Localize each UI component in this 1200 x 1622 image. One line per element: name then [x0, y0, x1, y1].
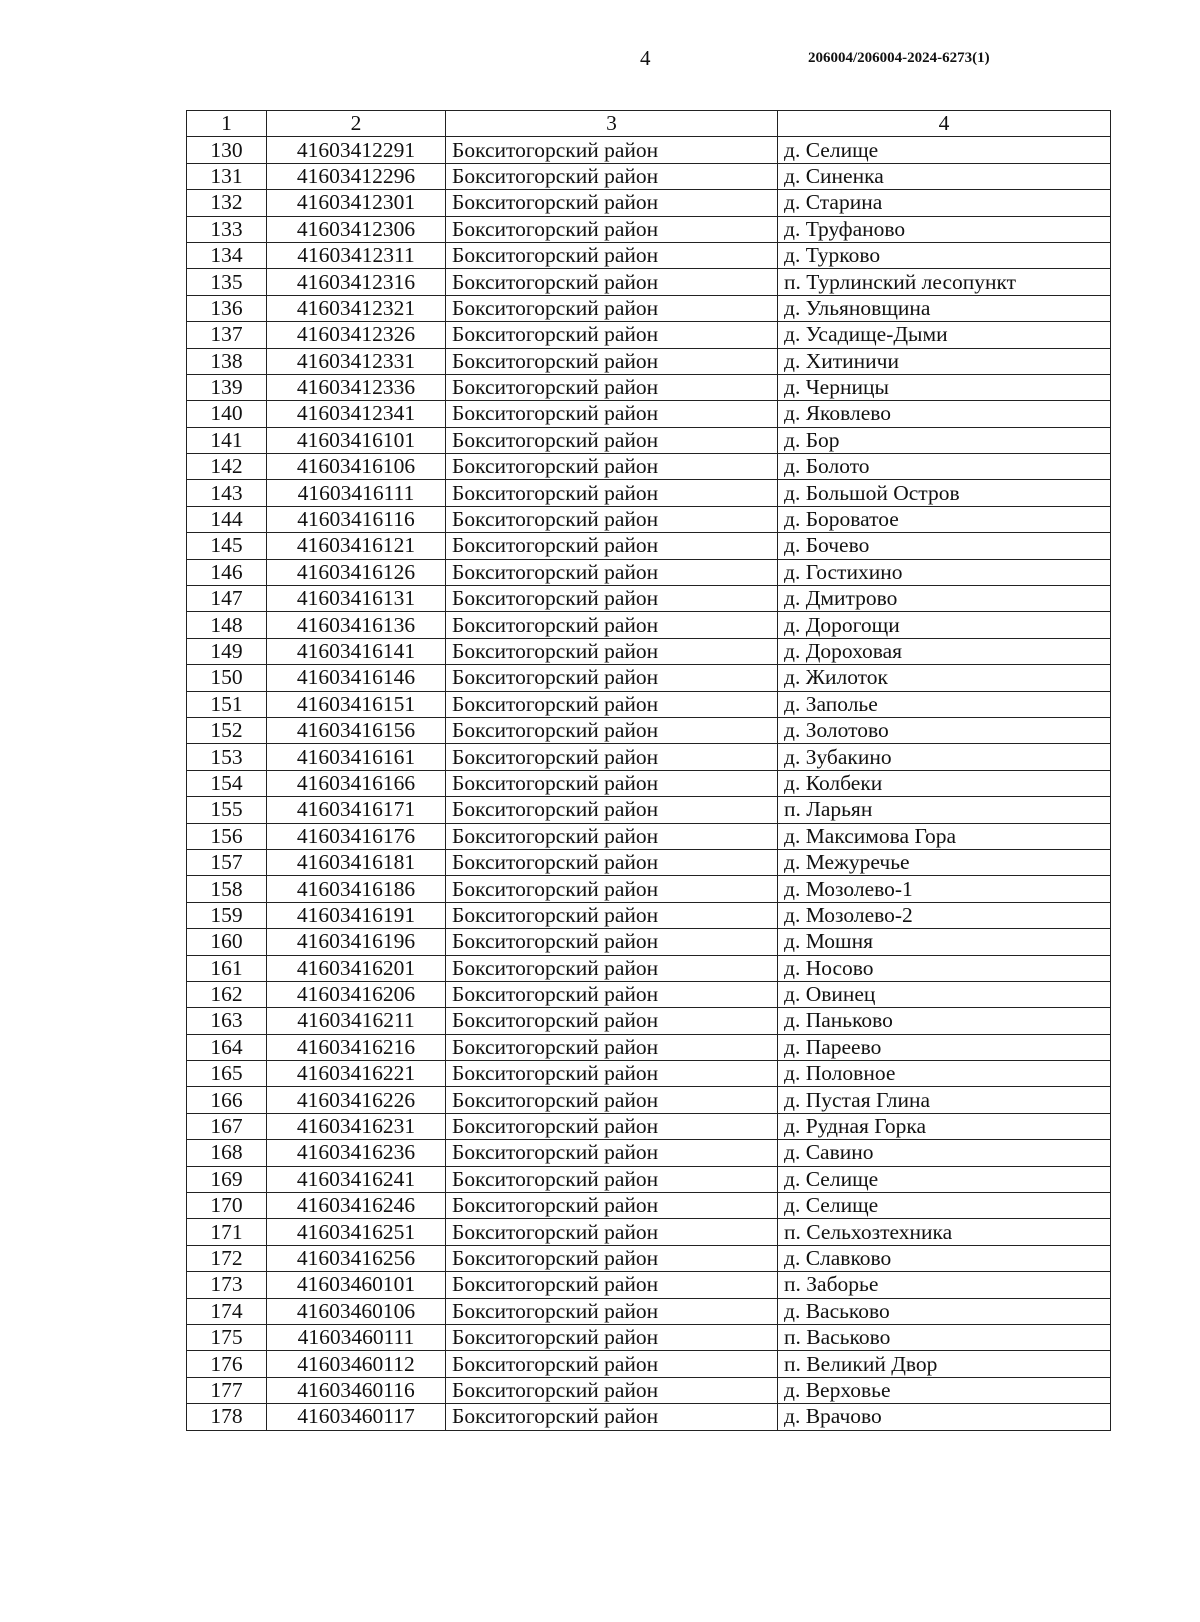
table-row	[187, 137, 1111, 163]
code-cell: 41603416151	[267, 691, 446, 717]
row-number-cell: 175	[187, 1324, 267, 1350]
code-cell: 41603416206	[267, 981, 446, 1007]
code-cell: 41603416126	[267, 559, 446, 585]
region-cell: Бокситогорский район	[446, 797, 778, 823]
code-cell: 41603416156	[267, 717, 446, 743]
code-cell: 41603416216	[267, 1034, 446, 1060]
region-cell: Бокситогорский район	[446, 190, 778, 216]
table-row	[187, 929, 1111, 955]
code-cell: 41603412331	[267, 348, 446, 374]
region-cell: Бокситогорский район	[446, 955, 778, 981]
region-cell: Бокситогорский район	[446, 216, 778, 242]
table-row	[187, 533, 1111, 559]
table-row	[187, 1377, 1111, 1403]
code-cell: 41603416116	[267, 506, 446, 532]
settlement-cell: д. Труфаново	[778, 216, 1111, 242]
settlement-cell: д. Овинец	[778, 981, 1111, 1007]
column-header-4: 4	[778, 111, 1111, 137]
row-number-cell: 145	[187, 533, 267, 559]
row-number-cell: 170	[187, 1193, 267, 1219]
table-row	[187, 1061, 1111, 1087]
row-number-cell: 151	[187, 691, 267, 717]
settlement-cell: п. Ларьян	[778, 797, 1111, 823]
settlement-cell: д. Верховье	[778, 1377, 1111, 1403]
settlement-cell: д. Бороватое	[778, 506, 1111, 532]
row-number-cell: 168	[187, 1140, 267, 1166]
row-number-cell: 169	[187, 1166, 267, 1192]
region-cell: Бокситогорский район	[446, 849, 778, 875]
table-row	[187, 797, 1111, 823]
row-number-cell: 149	[187, 638, 267, 664]
region-cell: Бокситогорский район	[446, 691, 778, 717]
region-cell: Бокситогорский район	[446, 638, 778, 664]
region-cell: Бокситогорский район	[446, 533, 778, 559]
region-cell: Бокситогорский район	[446, 1404, 778, 1430]
table-row	[187, 269, 1111, 295]
row-number-cell: 136	[187, 295, 267, 321]
row-number-cell: 143	[187, 480, 267, 506]
code-cell: 41603416106	[267, 454, 446, 480]
region-cell: Бокситогорский район	[446, 1113, 778, 1139]
region-cell: Бокситогорский район	[446, 348, 778, 374]
region-cell: Бокситогорский район	[446, 929, 778, 955]
row-number-cell: 146	[187, 559, 267, 585]
table-row	[187, 1034, 1111, 1060]
column-header-3: 3	[446, 111, 778, 137]
region-cell: Бокситогорский район	[446, 1140, 778, 1166]
row-number-cell: 141	[187, 427, 267, 453]
table-row	[187, 586, 1111, 612]
region-cell: Бокситогорский район	[446, 137, 778, 163]
region-cell: Бокситогорский район	[446, 1245, 778, 1271]
document-id: 206004/206004-2024-6273(1)	[808, 50, 990, 66]
settlement-cell: д. Межуречье	[778, 849, 1111, 875]
settlement-cell: д. Мозолево-2	[778, 902, 1111, 928]
table-row	[187, 348, 1111, 374]
region-cell: Бокситогорский район	[446, 427, 778, 453]
settlement-cell: д. Пустая Глина	[778, 1087, 1111, 1113]
table-row	[187, 1193, 1111, 1219]
table-row	[187, 1298, 1111, 1324]
row-number-cell: 173	[187, 1272, 267, 1298]
row-number-cell: 167	[187, 1113, 267, 1139]
row-number-cell: 171	[187, 1219, 267, 1245]
settlement-cell: д. Максимова Гора	[778, 823, 1111, 849]
code-cell: 41603416146	[267, 665, 446, 691]
settlement-cell: д. Половное	[778, 1061, 1111, 1087]
table-row	[187, 1404, 1111, 1430]
table-row	[187, 876, 1111, 902]
region-cell: Бокситогорский район	[446, 770, 778, 796]
code-cell: 41603460111	[267, 1324, 446, 1350]
code-cell: 41603416121	[267, 533, 446, 559]
row-number-cell: 176	[187, 1351, 267, 1377]
code-cell: 41603412316	[267, 269, 446, 295]
settlement-cell: д. Ульяновщина	[778, 295, 1111, 321]
table-row	[187, 902, 1111, 928]
settlement-cell: д. Дороховая	[778, 638, 1111, 664]
table-row	[187, 823, 1111, 849]
settlement-cell: д. Селище	[778, 1166, 1111, 1192]
row-number-cell: 174	[187, 1298, 267, 1324]
code-cell: 41603460116	[267, 1377, 446, 1403]
settlement-cell: д. Селище	[778, 137, 1111, 163]
code-cell: 41603416236	[267, 1140, 446, 1166]
region-cell: Бокситогорский район	[446, 401, 778, 427]
code-cell: 41603416171	[267, 797, 446, 823]
code-cell: 41603416226	[267, 1087, 446, 1113]
table-row	[187, 401, 1111, 427]
code-cell: 41603416101	[267, 427, 446, 453]
settlement-cell: д. Усадище-Дыми	[778, 322, 1111, 348]
table-row	[187, 638, 1111, 664]
row-number-cell: 152	[187, 717, 267, 743]
table-row	[187, 691, 1111, 717]
settlement-cell: д. Носово	[778, 955, 1111, 981]
code-cell: 41603416136	[267, 612, 446, 638]
region-cell: Бокситогорский район	[446, 506, 778, 532]
region-cell: Бокситогорский район	[446, 480, 778, 506]
settlement-cell: д. Старина	[778, 190, 1111, 216]
code-cell: 41603416161	[267, 744, 446, 770]
table-row	[187, 1245, 1111, 1271]
settlement-cell: д. Бочево	[778, 533, 1111, 559]
settlement-cell: д. Золотово	[778, 717, 1111, 743]
row-number-cell: 163	[187, 1008, 267, 1034]
settlement-cell: д. Паньково	[778, 1008, 1111, 1034]
table-row	[187, 1324, 1111, 1350]
row-number-cell: 172	[187, 1245, 267, 1271]
row-number-cell: 162	[187, 981, 267, 1007]
table-row	[187, 506, 1111, 532]
code-cell: 41603416211	[267, 1008, 446, 1034]
code-cell: 41603412311	[267, 242, 446, 268]
row-number-cell: 148	[187, 612, 267, 638]
settlement-cell: д. Дорогощи	[778, 612, 1111, 638]
code-cell: 41603416231	[267, 1113, 446, 1139]
table-row	[187, 216, 1111, 242]
code-cell: 41603416141	[267, 638, 446, 664]
code-cell: 41603416246	[267, 1193, 446, 1219]
code-cell: 41603416131	[267, 586, 446, 612]
table-row	[187, 849, 1111, 875]
table-row	[187, 163, 1111, 189]
code-cell: 41603460117	[267, 1404, 446, 1430]
region-cell: Бокситогорский район	[446, 665, 778, 691]
code-cell: 41603416186	[267, 876, 446, 902]
code-cell: 41603460101	[267, 1272, 446, 1298]
table-row	[187, 665, 1111, 691]
settlement-cell: д. Хитиничи	[778, 348, 1111, 374]
settlement-cell: д. Гостихино	[778, 559, 1111, 585]
row-number-cell: 154	[187, 770, 267, 796]
region-cell: Бокситогорский район	[446, 1351, 778, 1377]
code-cell: 41603412291	[267, 137, 446, 163]
region-cell: Бокситогорский район	[446, 902, 778, 928]
settlement-cell: п. Сельхозтехника	[778, 1219, 1111, 1245]
row-number-cell: 132	[187, 190, 267, 216]
code-cell: 41603416191	[267, 902, 446, 928]
region-cell: Бокситогорский район	[446, 876, 778, 902]
table-row	[187, 322, 1111, 348]
region-cell: Бокситогорский район	[446, 163, 778, 189]
settlement-cell: п. Великий Двор	[778, 1351, 1111, 1377]
row-number-cell: 138	[187, 348, 267, 374]
settlement-cell: д. Селище	[778, 1193, 1111, 1219]
settlement-cell: п. Заборье	[778, 1272, 1111, 1298]
region-cell: Бокситогорский район	[446, 1298, 778, 1324]
row-number-cell: 177	[187, 1377, 267, 1403]
settlement-cell: д. Турково	[778, 242, 1111, 268]
settlement-cell: д. Дмитрово	[778, 586, 1111, 612]
region-cell: Бокситогорский район	[446, 1087, 778, 1113]
table-row	[187, 744, 1111, 770]
row-number-cell: 140	[187, 401, 267, 427]
row-number-cell: 158	[187, 876, 267, 902]
table-row	[187, 955, 1111, 981]
table-row	[187, 1087, 1111, 1113]
table-row	[187, 612, 1111, 638]
settlement-cell: п. Васьково	[778, 1324, 1111, 1350]
code-cell: 41603416166	[267, 770, 446, 796]
row-number-cell: 164	[187, 1034, 267, 1060]
column-header-1: 1	[187, 111, 267, 137]
region-cell: Бокситогорский район	[446, 1034, 778, 1060]
settlement-cell: д. Заполье	[778, 691, 1111, 717]
row-number-cell: 142	[187, 454, 267, 480]
settlement-cell: д. Черницы	[778, 374, 1111, 400]
code-cell: 41603416221	[267, 1061, 446, 1087]
code-cell: 41603416176	[267, 823, 446, 849]
row-number-cell: 178	[187, 1404, 267, 1430]
code-cell: 41603412341	[267, 401, 446, 427]
region-cell: Бокситогорский район	[446, 454, 778, 480]
row-number-cell: 161	[187, 955, 267, 981]
settlement-cell: д. Рудная Горка	[778, 1113, 1111, 1139]
row-number-cell: 157	[187, 849, 267, 875]
row-number-cell: 150	[187, 665, 267, 691]
table-row	[187, 295, 1111, 321]
row-number-cell: 160	[187, 929, 267, 955]
code-cell: 41603416111	[267, 480, 446, 506]
code-cell: 41603412306	[267, 216, 446, 242]
settlement-cell: д. Савино	[778, 1140, 1111, 1166]
code-cell: 41603412321	[267, 295, 446, 321]
region-cell: Бокситогорский район	[446, 1272, 778, 1298]
row-number-cell: 134	[187, 242, 267, 268]
settlement-cell: д. Славково	[778, 1245, 1111, 1271]
row-number-cell: 153	[187, 744, 267, 770]
region-cell: Бокситогорский район	[446, 1377, 778, 1403]
settlement-cell: д. Болото	[778, 454, 1111, 480]
region-cell: Бокситогорский район	[446, 242, 778, 268]
region-cell: Бокситогорский район	[446, 1219, 778, 1245]
region-cell: Бокситогорский район	[446, 1324, 778, 1350]
code-cell: 41603416256	[267, 1245, 446, 1271]
row-number-cell: 147	[187, 586, 267, 612]
table-row	[187, 242, 1111, 268]
table-row	[187, 190, 1111, 216]
page-number: 4	[640, 46, 651, 70]
row-number-cell: 156	[187, 823, 267, 849]
code-cell: 41603416241	[267, 1166, 446, 1192]
code-cell: 41603416201	[267, 955, 446, 981]
settlement-cell: п. Турлинский лесопункт	[778, 269, 1111, 295]
settlement-cell: д. Жилоток	[778, 665, 1111, 691]
table-row	[187, 427, 1111, 453]
row-number-cell: 139	[187, 374, 267, 400]
settlement-cell: д. Врачово	[778, 1404, 1111, 1430]
code-cell: 41603460106	[267, 1298, 446, 1324]
settlement-cell: д. Пареево	[778, 1034, 1111, 1060]
row-number-cell: 155	[187, 797, 267, 823]
code-cell: 41603416181	[267, 849, 446, 875]
settlement-cell: д. Бор	[778, 427, 1111, 453]
table-row	[187, 1351, 1111, 1377]
table-row	[187, 770, 1111, 796]
code-cell: 41603412301	[267, 190, 446, 216]
settlements-table	[186, 110, 1111, 1431]
table-row	[187, 1219, 1111, 1245]
region-cell: Бокситогорский район	[446, 823, 778, 849]
table-row	[187, 1166, 1111, 1192]
code-cell: 41603412296	[267, 163, 446, 189]
code-cell: 41603460112	[267, 1351, 446, 1377]
table-row	[187, 1272, 1111, 1298]
settlement-cell: д. Синенка	[778, 163, 1111, 189]
region-cell: Бокситогорский район	[446, 1166, 778, 1192]
code-cell: 41603412336	[267, 374, 446, 400]
settlement-cell: д. Васьково	[778, 1298, 1111, 1324]
region-cell: Бокситогорский район	[446, 1193, 778, 1219]
region-cell: Бокситогорский район	[446, 586, 778, 612]
settlement-cell: д. Зубакино	[778, 744, 1111, 770]
settlement-cell: д. Большой Остров	[778, 480, 1111, 506]
table-header-row	[187, 111, 1111, 137]
row-number-cell: 166	[187, 1087, 267, 1113]
table-row	[187, 480, 1111, 506]
table-row	[187, 717, 1111, 743]
table-row	[187, 374, 1111, 400]
row-number-cell: 144	[187, 506, 267, 532]
row-number-cell: 131	[187, 163, 267, 189]
table-row	[187, 454, 1111, 480]
region-cell: Бокситогорский район	[446, 1061, 778, 1087]
settlement-cell: д. Мозолево-1	[778, 876, 1111, 902]
code-cell: 41603416251	[267, 1219, 446, 1245]
table-row	[187, 559, 1111, 585]
region-cell: Бокситогорский район	[446, 295, 778, 321]
table-row	[187, 981, 1111, 1007]
region-cell: Бокситогорский район	[446, 559, 778, 585]
code-cell: 41603416196	[267, 929, 446, 955]
region-cell: Бокситогорский район	[446, 744, 778, 770]
table-row	[187, 1113, 1111, 1139]
table-row	[187, 1008, 1111, 1034]
settlement-cell: д. Мошня	[778, 929, 1111, 955]
row-number-cell: 130	[187, 137, 267, 163]
table-row	[187, 1140, 1111, 1166]
row-number-cell: 159	[187, 902, 267, 928]
settlement-cell: д. Яковлево	[778, 401, 1111, 427]
region-cell: Бокситогорский район	[446, 612, 778, 638]
settlement-cell: д. Колбеки	[778, 770, 1111, 796]
region-cell: Бокситогорский район	[446, 717, 778, 743]
row-number-cell: 135	[187, 269, 267, 295]
row-number-cell: 165	[187, 1061, 267, 1087]
table-body	[187, 137, 1111, 1430]
region-cell: Бокситогорский район	[446, 981, 778, 1007]
column-header-2: 2	[267, 111, 446, 137]
region-cell: Бокситогорский район	[446, 322, 778, 348]
region-cell: Бокситогорский район	[446, 374, 778, 400]
row-number-cell: 137	[187, 322, 267, 348]
region-cell: Бокситогорский район	[446, 269, 778, 295]
region-cell: Бокситогорский район	[446, 1008, 778, 1034]
code-cell: 41603412326	[267, 322, 446, 348]
row-number-cell: 133	[187, 216, 267, 242]
